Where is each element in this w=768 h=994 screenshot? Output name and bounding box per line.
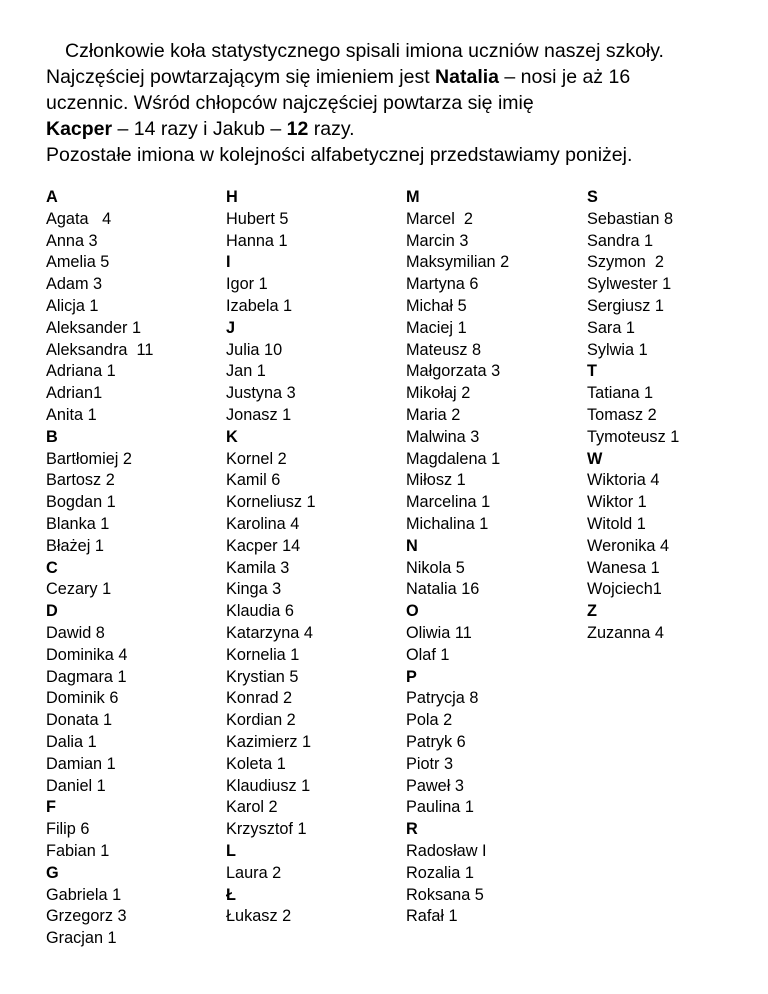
name-entry: Marcelina 1 (406, 493, 491, 512)
name-entry: Justyna 3 (226, 384, 296, 403)
name-entry: Błażej 1 (46, 536, 104, 555)
name-entry: Igor 1 (226, 275, 268, 294)
name-entry: Paweł 3 (406, 776, 464, 795)
name-entry: Wanesa 1 (587, 558, 660, 577)
name-entry: Blanka 1 (46, 514, 110, 533)
name-entry: Kinga 3 (226, 580, 282, 599)
letter-heading: B (46, 427, 58, 446)
name-entry: Maksymilian 2 (406, 253, 510, 272)
letter-heading: O (406, 602, 419, 621)
name-entry: Patryk 6 (406, 732, 466, 751)
highlight-count-jakub: 12 (286, 118, 309, 140)
name-entry: Michał 5 (406, 296, 467, 315)
name-entry: Anna 3 (46, 231, 98, 250)
name-entry: Adriana 1 (46, 362, 116, 381)
name-entry: Donata 1 (46, 711, 113, 730)
name-entry: Kamil 6 (226, 471, 281, 490)
name-entry: Wiktoria 4 (587, 471, 660, 490)
name-entry: Izabela 1 (226, 296, 293, 315)
name-entry: Dawid 8 (46, 623, 105, 642)
letter-heading: M (406, 188, 420, 206)
letter-heading: J (226, 318, 236, 337)
name-entry: Sylwia 1 (587, 340, 648, 359)
letter-heading: Ł (226, 885, 236, 904)
letter-heading: P (406, 667, 417, 686)
name-entry: Zuzanna 4 (587, 623, 664, 642)
name-entry: Klaudiusz 1 (226, 776, 311, 795)
name-entry: Koleta 1 (226, 754, 286, 773)
name-entry: Kazimierz 1 (226, 732, 312, 751)
name-entry: Krystian 5 (226, 667, 299, 686)
name-entry: Marcel 2 (406, 209, 473, 228)
letter-heading: L (226, 841, 236, 860)
name-entry: Bartosz 2 (46, 471, 115, 490)
name-entry: Mikołaj 2 (406, 384, 471, 403)
name-entry: Roksana 5 (406, 885, 484, 904)
name-entry: Sylwester 1 (587, 275, 672, 294)
name-entry: Wojciech1 (587, 580, 662, 599)
name-entry: Cezary 1 (46, 580, 112, 599)
name-entry: Jan 1 (226, 362, 266, 381)
intro-text: – 14 razy i Jakub – (112, 118, 287, 140)
name-entry: Pola 2 (406, 711, 453, 730)
name-entry: Bartłomiej 2 (46, 449, 132, 468)
letter-heading: G (46, 863, 59, 882)
name-entry: Tatiana 1 (587, 384, 654, 403)
letter-heading: K (226, 427, 238, 446)
name-entry: Kornel 2 (226, 449, 287, 468)
name-entry: Karol 2 (226, 798, 278, 817)
name-entry: Oliwia 11 (406, 623, 472, 642)
name-entry: Dominik 6 (46, 689, 119, 708)
names-column-4 (587, 187, 679, 645)
name-entry: Dalia 1 (46, 732, 97, 751)
names-column-1 (46, 187, 153, 950)
name-entry: Anita 1 (46, 405, 97, 424)
intro-text: razy. (308, 118, 355, 140)
name-entry: Sergiusz 1 (587, 296, 664, 315)
name-entry: Julia 10 (226, 340, 283, 359)
name-entry: Nikola 5 (406, 558, 465, 577)
letter-heading: R (406, 820, 418, 839)
name-entry: Adrian1 (46, 384, 103, 403)
name-entry: Sandra 1 (587, 231, 654, 250)
name-entry: Gracjan 1 (46, 929, 117, 948)
name-entry: Szymon 2 (587, 253, 664, 272)
letter-heading: A (46, 188, 58, 206)
name-entry: Tomasz 2 (587, 405, 657, 424)
intro-line-3: uczennic. Wśród chłopców najczęściej powtarza się imię (46, 92, 534, 114)
name-entry: Tymoteusz 1 (587, 427, 680, 446)
highlight-name-natalia: Natalia (435, 66, 499, 88)
name-entry: Rozalia 1 (406, 863, 474, 882)
name-entry: Witold 1 (587, 514, 646, 533)
letter-heading: F (46, 798, 56, 817)
name-entry: Fabian 1 (46, 841, 110, 860)
name-entry: Konrad 2 (226, 689, 293, 708)
intro-line-2 (46, 64, 756, 90)
name-entry: Kordian 2 (226, 711, 296, 730)
letter-heading: T (587, 362, 597, 381)
name-entry: Miłosz 1 (406, 471, 466, 490)
name-entry: Łukasz 2 (226, 907, 292, 926)
name-entry: Krzysztof 1 (226, 820, 307, 839)
name-entry: Laura 2 (226, 863, 282, 882)
name-entry: Kornelia 1 (226, 645, 300, 664)
name-entry: Olaf 1 (406, 645, 450, 664)
name-entry: Marcin 3 (406, 231, 469, 250)
intro-paragraph (46, 38, 756, 168)
name-entry: Aleksandra 11 (46, 340, 154, 359)
letter-heading: S (587, 188, 598, 206)
name-entry: Małgorzata 3 (406, 362, 501, 381)
names-column-2 (226, 187, 316, 928)
names-column-3 (406, 187, 509, 928)
name-entry: Dominika 4 (46, 645, 128, 664)
highlight-name-kacper: Kacper (46, 118, 113, 140)
name-entry: Aleksander 1 (46, 318, 142, 337)
name-entry: Agata 4 (46, 209, 112, 228)
name-entry: Jonasz 1 (226, 405, 292, 424)
name-entry: Klaudia 6 (226, 602, 294, 621)
name-entry: Alicja 1 (46, 296, 99, 315)
name-entry: Radosław I (406, 841, 487, 860)
name-entry: Amelia 5 (46, 253, 110, 272)
name-entry: Sara 1 (587, 318, 635, 337)
name-entry: Malwina 3 (406, 427, 480, 446)
intro-line-5: Pozostałe imiona w kolejności alfabetycznej przedstawiamy poniżej. (46, 144, 633, 166)
name-entry: Damian 1 (46, 754, 116, 773)
intro-line-4 (46, 116, 756, 142)
name-entry: Sebastian 8 (587, 209, 673, 228)
name-entry: Katarzyna 4 (226, 623, 313, 642)
name-entry: Dagmara 1 (46, 667, 127, 686)
name-entry: Rafał 1 (406, 907, 458, 926)
name-entry: Hubert 5 (226, 209, 289, 228)
name-entry: Gabriela 1 (46, 885, 122, 904)
name-entry: Adam 3 (46, 275, 103, 294)
name-entry: Martyna 6 (406, 275, 479, 294)
name-entry: Karolina 4 (226, 514, 300, 533)
letter-heading: I (226, 253, 231, 272)
letter-heading: W (587, 449, 603, 468)
name-entry: Natalia 16 (406, 580, 480, 599)
name-entry: Korneliusz 1 (226, 493, 316, 512)
name-entry: Grzegorz 3 (46, 907, 127, 926)
name-entry: Mateusz 8 (406, 340, 482, 359)
letter-heading: N (406, 536, 418, 555)
intro-text: – nosi je aż 16 (499, 66, 631, 88)
letter-heading: Z (587, 602, 597, 621)
name-entry: Bogdan 1 (46, 493, 116, 512)
intro-text: Najczęściej powtarzającym się imieniem jest (46, 66, 436, 88)
name-entry: Filip 6 (46, 820, 90, 839)
name-entry: Weronika 4 (587, 536, 670, 555)
name-entry: Magdalena 1 (406, 449, 501, 468)
name-entry: Paulina 1 (406, 798, 474, 817)
name-entry: Patrycja 8 (406, 689, 479, 708)
letter-heading: C (46, 558, 58, 577)
letter-heading: D (46, 602, 58, 621)
intro-line-1: Członkowie koła statystycznego spisali imiona uczniów naszej szkoły. (65, 40, 664, 62)
name-entry: Wiktor 1 (587, 493, 647, 512)
name-entry: Maria 2 (406, 405, 461, 424)
name-entry: Piotr 3 (406, 754, 454, 773)
letter-heading: H (226, 188, 238, 206)
name-entry: Maciej 1 (406, 318, 467, 337)
name-entry: Kamila 3 (226, 558, 290, 577)
name-entry: Hanna 1 (226, 231, 288, 250)
name-entry: Daniel 1 (46, 776, 106, 795)
name-entry: Kacper 14 (226, 536, 301, 555)
name-entry: Michalina 1 (406, 514, 489, 533)
